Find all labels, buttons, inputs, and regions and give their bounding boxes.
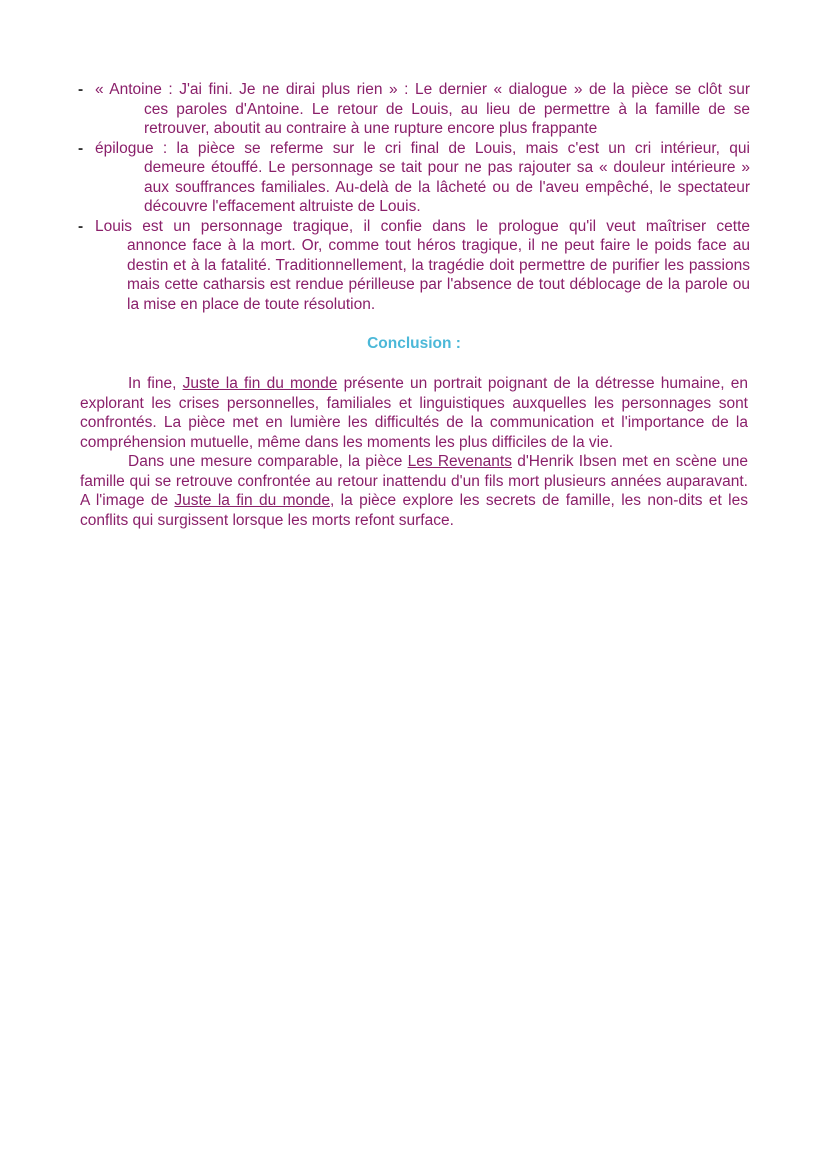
conclusion-paragraph-2	[80, 452, 748, 530]
bullet-continuation: demeure étouffé. Le personnage se tait pour ne pas rajouter sa « douleur intérieure » aux souffrances familiales. Au-delà de la lâcheté ou de l'aveu empêché, le spectateur découvre l'effacement altruiste de Louis.	[144, 159, 750, 215]
text-run: présente un portrait poignant de la détresse humaine, en explorant les crises personnelles, familiales et linguistiques auxquelles les personnages sont confrontés. La pièce met en lumière les difficultés de la communication et l'importance de la compréhension mutuelle, même dans les moments les plus difficiles de la vie.	[80, 375, 748, 451]
bullet-continuation: annonce face à la mort. Or, comme tout héros tragique, il ne peut faire le poids face au destin et à la fatalité. Traditionnellement, la tragédie doit permettre de purifier les passions mais cette catharsis est rendue périlleuse par l'absence de tout déblocage de la parole ou la mise en place de toute résolution.	[127, 237, 750, 313]
text-run: In fine,	[128, 375, 183, 392]
bullet-item-antoine	[78, 80, 750, 139]
bullet-first-line: Louis est un personnage tragique, il confie dans le prologue qu'il veut maîtriser cette	[95, 217, 750, 235]
work-title-underlined: Juste la fin du monde	[182, 375, 338, 392]
conclusion-paragraph-1	[80, 374, 748, 452]
work-title-underlined: Les Revenants	[407, 453, 512, 470]
dash-marker: -	[78, 81, 84, 98]
text-run: d'Henrik Ibsen met en scène une famille qui se retrouve confrontée au retour inattendu d'un fils mort plusieurs années auparavant. A l'image de	[80, 453, 748, 509]
dash-marker: -	[78, 139, 84, 157]
conclusion-heading: Conclusion :	[367, 335, 461, 352]
bullet-item-louis	[78, 217, 750, 315]
dash-marker: -	[78, 217, 84, 235]
bullet-first-line: épilogue : la pièce se referme sur le cri final de Louis, mais c'est un cri intérieur, qui	[95, 139, 750, 157]
bullet-item-epilogue	[78, 139, 750, 217]
bullet-continuation: ces paroles d'Antoine. Le retour de Louis, au lieu de permettre à la famille de se retrouver, aboutit au contraire à une rupture encore plus frappante	[144, 100, 750, 137]
work-title-underlined: Juste la fin du monde	[174, 492, 330, 509]
text-run: , la pièce explore les secrets de famille, les non-dits et les conflits qui surgissent lorsque les morts refont surface.	[80, 492, 748, 529]
bullet-first-line: « Antoine : J'ai fini. Je ne dirai plus rien » : Le dernier « dialogue » de la pièce se clôt sur	[95, 81, 750, 98]
text-run: Dans une mesure comparable, la pièce	[128, 453, 408, 470]
conclusion-body	[80, 374, 748, 530]
bullet-list	[78, 80, 750, 314]
